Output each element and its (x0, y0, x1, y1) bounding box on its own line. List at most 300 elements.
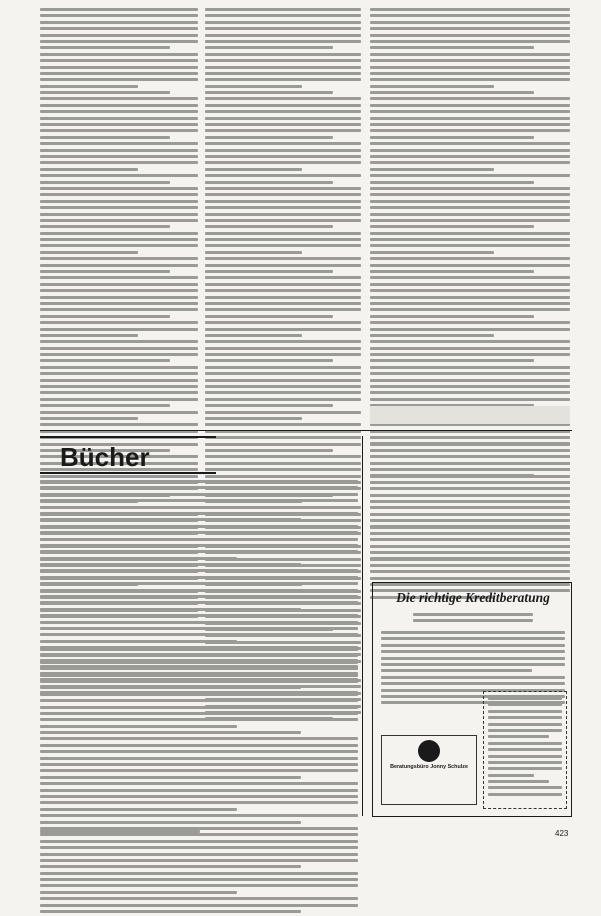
text-line-placeholder (370, 97, 570, 100)
text-line-placeholder (40, 725, 237, 728)
text-line-placeholder (40, 614, 358, 617)
text-line-placeholder (381, 663, 565, 666)
text-line-placeholder (205, 289, 361, 292)
text-line-placeholder (40, 654, 358, 657)
text-line-placeholder (40, 897, 358, 900)
text-line-placeholder (370, 46, 534, 49)
text-line-placeholder (40, 385, 198, 388)
text-line-placeholder (370, 366, 570, 369)
text-line-placeholder (370, 359, 534, 362)
text-line-placeholder (370, 85, 494, 88)
text-line-placeholder (40, 104, 198, 107)
text-line-placeholder (205, 8, 361, 11)
page-number: 423 (555, 829, 569, 838)
text-line-placeholder (370, 494, 570, 497)
text-line-placeholder (40, 59, 198, 62)
text-line-placeholder (381, 644, 565, 647)
text-line-placeholder (370, 500, 570, 503)
text-line-placeholder (205, 78, 361, 81)
text-line-placeholder (40, 595, 358, 598)
text-line-placeholder (40, 718, 358, 721)
text-line-placeholder (205, 238, 361, 241)
text-line-placeholder (40, 315, 170, 318)
text-line-placeholder (40, 667, 358, 670)
text-line-placeholder (40, 276, 198, 279)
text-line-placeholder (205, 219, 361, 222)
text-line-placeholder (40, 544, 358, 547)
text-line-placeholder (370, 14, 570, 17)
text-line-placeholder (40, 576, 358, 579)
text-line-placeholder (205, 404, 333, 407)
text-line-placeholder (370, 123, 570, 126)
text-line-placeholder (488, 697, 562, 700)
text-line-placeholder (370, 455, 570, 458)
text-line-placeholder (40, 289, 198, 292)
text-line-placeholder (40, 123, 198, 126)
text-line-placeholder (40, 27, 198, 30)
text-line-placeholder (370, 161, 570, 164)
text-line-placeholder (205, 72, 361, 75)
text-line-placeholder (370, 538, 570, 541)
text-line-placeholder (40, 264, 198, 267)
text-line-placeholder (370, 289, 570, 292)
text-line-placeholder (40, 398, 198, 401)
text-line-placeholder (40, 206, 198, 209)
text-line-placeholder (205, 232, 361, 235)
text-line-placeholder (40, 699, 358, 702)
text-line-placeholder (370, 206, 570, 209)
text-line-placeholder (370, 232, 570, 235)
text-line-placeholder (40, 91, 170, 94)
text-line-placeholder (205, 213, 361, 216)
text-line-placeholder (488, 755, 562, 758)
text-line-placeholder (370, 347, 570, 350)
text-line-placeholder (370, 27, 570, 30)
text-line-placeholder (205, 14, 361, 17)
text-line-placeholder (205, 46, 333, 49)
text-line-placeholder (370, 200, 570, 203)
text-line-placeholder (40, 321, 198, 324)
text-line-placeholder (205, 366, 361, 369)
text-line-placeholder (205, 359, 333, 362)
text-line-placeholder (488, 793, 562, 796)
text-line-placeholder (205, 129, 361, 132)
text-line-placeholder (40, 34, 198, 37)
text-line-placeholder (370, 442, 570, 445)
text-line-placeholder (40, 168, 138, 171)
text-line-placeholder (205, 161, 361, 164)
text-line-placeholder (40, 782, 358, 785)
text-line-placeholder (40, 518, 301, 521)
text-line-placeholder (370, 21, 570, 24)
advertiser-mark-icon (418, 740, 440, 762)
text-line-placeholder (40, 486, 358, 489)
text-line-placeholder (370, 136, 534, 139)
text-line-placeholder (40, 213, 198, 216)
text-line-placeholder (40, 680, 358, 683)
text-line-placeholder (370, 315, 534, 318)
text-line-placeholder (381, 676, 565, 679)
text-line-placeholder (40, 480, 358, 483)
text-line-placeholder (40, 706, 358, 709)
text-line-placeholder (205, 104, 361, 107)
text-line-placeholder (370, 372, 570, 375)
text-line-placeholder (370, 251, 494, 254)
text-line-placeholder (40, 769, 358, 772)
text-line-placeholder (40, 334, 138, 337)
text-line-placeholder (205, 66, 361, 69)
text-line-placeholder (40, 621, 358, 624)
text-line-placeholder (40, 225, 170, 228)
text-line-placeholder (205, 97, 361, 100)
text-line-placeholder (40, 737, 358, 740)
ad-headline: Die richtige Kreditberatung (396, 590, 550, 605)
text-line-placeholder (40, 174, 198, 177)
text-line-placeholder (40, 372, 198, 375)
text-line-placeholder (370, 53, 570, 56)
text-line-placeholder (40, 404, 170, 407)
credit-advertisement (372, 582, 572, 817)
text-line-placeholder (370, 487, 570, 490)
text-line-placeholder (40, 795, 358, 798)
text-line-placeholder (40, 538, 358, 541)
text-line-placeholder (370, 398, 570, 401)
text-line-placeholder (40, 582, 358, 585)
text-line-placeholder (40, 423, 198, 426)
text-line-placeholder (370, 302, 570, 305)
text-line-placeholder (40, 661, 358, 664)
text-line-placeholder (488, 735, 549, 738)
text-line-placeholder (40, 270, 170, 273)
text-line-placeholder (370, 270, 534, 273)
text-line-placeholder (488, 742, 562, 745)
text-line-placeholder (40, 763, 358, 766)
text-line-placeholder (40, 366, 198, 369)
text-line-placeholder (205, 283, 361, 286)
text-line-placeholder (40, 569, 358, 572)
text-line-placeholder (40, 14, 198, 17)
text-line-placeholder (40, 904, 358, 907)
text-line-placeholder (488, 780, 549, 783)
text-line-placeholder (205, 321, 361, 324)
text-line-placeholder (488, 703, 562, 706)
text-line-placeholder (205, 200, 361, 203)
text-line-placeholder (40, 846, 358, 849)
text-line-placeholder (40, 686, 301, 689)
text-line-placeholder (40, 411, 198, 414)
text-line-placeholder (370, 149, 570, 152)
text-line-placeholder (370, 296, 570, 299)
text-line-placeholder (370, 244, 570, 247)
text-line-placeholder (205, 251, 302, 254)
text-line-placeholder (370, 564, 534, 567)
text-line-placeholder (205, 59, 361, 62)
text-line-placeholder (370, 72, 570, 75)
text-line-placeholder (40, 859, 358, 862)
text-line-placeholder (205, 193, 361, 196)
text-line-placeholder (40, 136, 170, 139)
text-line-placeholder (40, 712, 358, 715)
text-line-placeholder (205, 27, 361, 30)
book-contents-list (370, 436, 570, 602)
ad-coupon (483, 691, 567, 809)
text-line-placeholder (381, 631, 565, 634)
text-line-placeholder (205, 328, 361, 331)
text-line-placeholder (40, 830, 200, 833)
text-line-placeholder (370, 481, 570, 484)
text-line-placeholder (40, 525, 358, 528)
text-line-placeholder (370, 276, 570, 279)
text-line-placeholder (40, 640, 237, 643)
text-line-placeholder (40, 296, 198, 299)
text-line-placeholder (370, 104, 570, 107)
text-line-placeholder (40, 21, 198, 24)
text-line-placeholder (40, 187, 198, 190)
text-line-placeholder (370, 353, 570, 356)
text-line-placeholder (370, 66, 570, 69)
text-line-placeholder (370, 238, 570, 241)
text-line-placeholder (40, 633, 358, 636)
text-line-placeholder (370, 117, 570, 120)
text-line-placeholder (40, 627, 358, 630)
text-line-placeholder (40, 161, 198, 164)
author-box (370, 406, 570, 424)
text-line-placeholder (40, 731, 301, 734)
text-line-placeholder (40, 238, 198, 241)
text-line-placeholder (205, 455, 361, 458)
text-line-placeholder (205, 398, 361, 401)
text-line-placeholder (370, 187, 570, 190)
text-line-placeholder (370, 328, 570, 331)
text-line-placeholder (40, 506, 358, 509)
text-line-placeholder (370, 525, 570, 528)
text-line-placeholder (205, 53, 361, 56)
text-line-placeholder (205, 136, 333, 139)
text-line-placeholder (370, 513, 494, 516)
text-line-placeholder (40, 563, 301, 566)
text-line-placeholder (40, 531, 358, 534)
text-line-placeholder (370, 449, 570, 452)
text-line-placeholder (40, 97, 198, 100)
text-line-placeholder (370, 308, 570, 311)
text-line-placeholder (205, 296, 361, 299)
text-line-placeholder (40, 648, 358, 651)
ad-subline (413, 613, 533, 626)
text-line-placeholder (40, 493, 358, 496)
text-line-placeholder (205, 475, 361, 478)
text-line-placeholder (40, 359, 170, 362)
text-line-placeholder (205, 302, 361, 305)
text-line-placeholder (40, 142, 198, 145)
text-line-placeholder (40, 85, 138, 88)
text-line-placeholder (413, 619, 533, 622)
text-line-placeholder (40, 512, 358, 515)
text-line-placeholder (40, 353, 198, 356)
text-line-placeholder (205, 85, 302, 88)
text-line-placeholder (370, 334, 494, 337)
text-line-placeholder (40, 417, 138, 420)
text-line-placeholder (370, 34, 570, 37)
footer-running-head (40, 830, 200, 836)
text-line-placeholder (370, 225, 534, 228)
text-line-placeholder (370, 545, 570, 548)
text-line-placeholder (40, 328, 198, 331)
text-line-placeholder (488, 774, 534, 777)
text-line-placeholder (205, 181, 333, 184)
text-line-placeholder (40, 674, 358, 677)
text-line-placeholder (370, 474, 534, 477)
text-line-placeholder (381, 637, 565, 640)
text-line-placeholder (40, 72, 198, 75)
text-line-placeholder (370, 557, 570, 560)
column-divider (362, 436, 363, 816)
text-line-placeholder (40, 910, 301, 913)
text-line-placeholder (205, 149, 361, 152)
text-line-placeholder (370, 519, 534, 522)
text-line-placeholder (40, 550, 358, 553)
text-line-placeholder (40, 391, 198, 394)
text-line-placeholder (205, 385, 361, 388)
text-line-placeholder (40, 219, 198, 222)
text-line-placeholder (488, 716, 562, 719)
text-line-placeholder (205, 372, 361, 375)
text-line-placeholder (205, 155, 361, 158)
text-line-placeholder (205, 417, 302, 420)
text-line-placeholder (40, 53, 198, 56)
text-line-placeholder (205, 142, 361, 145)
text-line-placeholder (205, 168, 302, 171)
text-line-placeholder (370, 78, 570, 81)
text-line-placeholder (205, 411, 361, 414)
text-line-placeholder (205, 391, 361, 394)
text-line-placeholder (40, 257, 198, 260)
text-line-placeholder (40, 232, 198, 235)
text-line-placeholder (381, 657, 565, 660)
text-line-placeholder (205, 91, 333, 94)
text-line-placeholder (205, 468, 361, 471)
text-line-placeholder (370, 142, 570, 145)
text-line-placeholder (205, 264, 361, 267)
text-line-placeholder (40, 821, 301, 824)
text-line-placeholder (40, 878, 358, 881)
advertiser-name: Beratungsbüro Jonny Schulze (390, 764, 468, 770)
text-line-placeholder (381, 682, 565, 685)
text-line-placeholder (40, 744, 358, 747)
text-line-placeholder (370, 570, 570, 573)
text-line-placeholder (370, 219, 570, 222)
text-line-placeholder (40, 129, 198, 132)
text-line-placeholder (370, 577, 570, 580)
text-line-placeholder (40, 801, 358, 804)
text-line-placeholder (370, 340, 570, 343)
text-line-placeholder (205, 379, 361, 382)
text-line-placeholder (370, 174, 570, 177)
text-line-placeholder (370, 257, 570, 260)
text-line-placeholder (40, 808, 237, 811)
text-line-placeholder (370, 462, 570, 465)
text-line-placeholder (370, 379, 570, 382)
text-line-placeholder (205, 40, 361, 43)
text-line-placeholder (370, 506, 570, 509)
text-line-placeholder (370, 532, 570, 535)
text-line-placeholder (40, 181, 170, 184)
text-line-placeholder (205, 347, 361, 350)
text-line-placeholder (370, 155, 570, 158)
text-line-placeholder (40, 8, 198, 11)
text-line-placeholder (370, 436, 570, 439)
text-line-placeholder (40, 872, 358, 875)
text-line-placeholder (40, 557, 237, 560)
text-line-placeholder (205, 423, 361, 426)
text-line-placeholder (40, 693, 358, 696)
text-line-placeholder (205, 443, 361, 446)
text-line-placeholder (40, 891, 237, 894)
book-review-2 (40, 648, 358, 916)
advertiser-logo (381, 735, 477, 805)
text-line-placeholder (40, 865, 301, 868)
text-line-placeholder (205, 315, 333, 318)
text-line-placeholder (370, 181, 534, 184)
text-line-placeholder (413, 613, 533, 616)
text-line-placeholder (40, 193, 198, 196)
text-line-placeholder (205, 276, 361, 279)
text-line-placeholder (40, 302, 198, 305)
text-line-placeholder (40, 244, 198, 247)
text-line-placeholder (40, 110, 198, 113)
text-line-placeholder (205, 174, 361, 177)
text-line-placeholder (40, 66, 198, 69)
text-line-placeholder (40, 757, 358, 760)
text-line-placeholder (40, 884, 358, 887)
text-line-placeholder (40, 155, 198, 158)
text-line-placeholder (205, 436, 361, 439)
text-line-placeholder (40, 601, 358, 604)
text-line-placeholder (205, 206, 361, 209)
text-line-placeholder (370, 168, 494, 171)
text-line-placeholder (40, 251, 138, 254)
text-line-placeholder (40, 40, 198, 43)
text-line-placeholder (370, 468, 570, 471)
text-line-placeholder (205, 110, 361, 113)
text-line-placeholder (40, 814, 358, 817)
text-line-placeholder (205, 462, 361, 465)
text-line-placeholder (370, 385, 570, 388)
text-line-placeholder (370, 391, 570, 394)
books-heading: Bücher (40, 436, 216, 474)
text-line-placeholder (40, 379, 198, 382)
section-rule (40, 430, 572, 431)
text-line-placeholder (488, 723, 562, 726)
text-line-placeholder (370, 193, 570, 196)
text-line-placeholder (40, 283, 198, 286)
text-line-placeholder (40, 608, 301, 611)
text-line-placeholder (205, 308, 361, 311)
text-line-placeholder (205, 117, 361, 120)
text-line-placeholder (205, 21, 361, 24)
text-line-placeholder (488, 710, 562, 713)
text-line-placeholder (205, 187, 361, 190)
text-line-placeholder (205, 123, 361, 126)
text-line-placeholder (40, 750, 358, 753)
text-line-placeholder (370, 213, 570, 216)
text-line-placeholder (488, 748, 562, 751)
text-line-placeholder (40, 499, 358, 502)
text-line-placeholder (40, 200, 198, 203)
text-line-placeholder (40, 308, 198, 311)
text-line-placeholder (488, 786, 562, 789)
text-line-placeholder (40, 46, 170, 49)
text-line-placeholder (205, 244, 361, 247)
